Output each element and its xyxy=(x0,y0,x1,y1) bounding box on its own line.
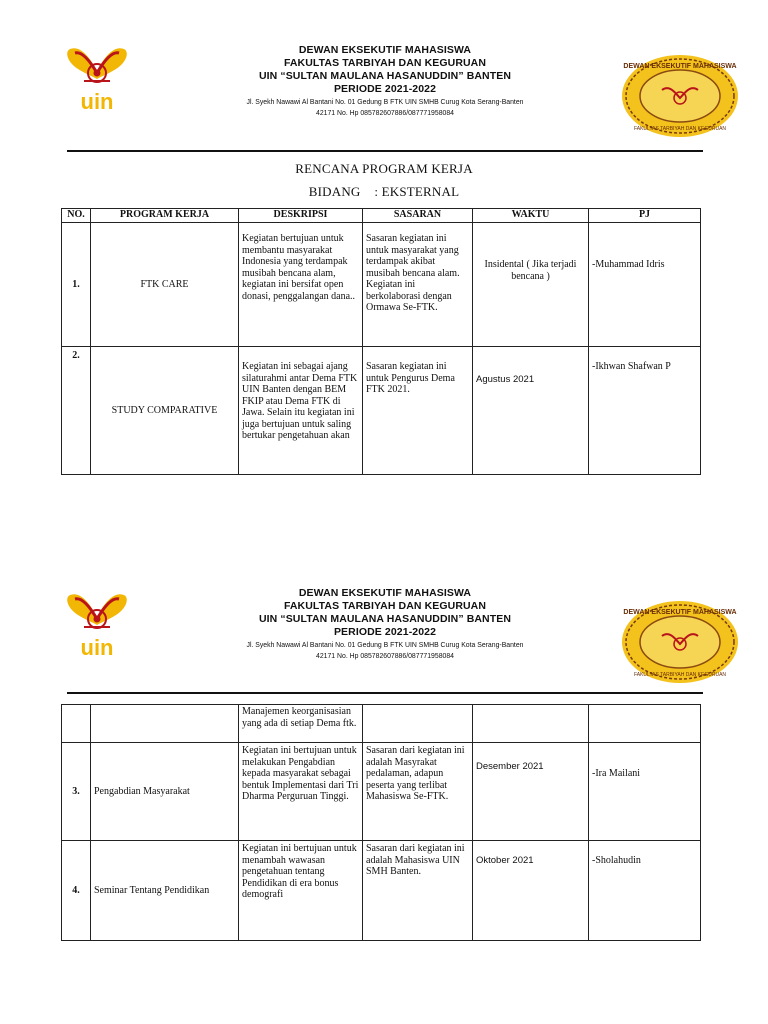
table-row xyxy=(62,347,701,475)
uin-logo-icon xyxy=(62,43,132,115)
row-pj: -Ira Mailani xyxy=(589,743,701,841)
document-page-2 xyxy=(0,545,768,1024)
col-header-program: PROGRAM KERJA xyxy=(91,209,239,223)
faculty-name: FAKULTAS TARBIYAH DAN KEGURUAN xyxy=(283,57,487,69)
bidang-label: BIDANG xyxy=(308,184,361,199)
table-row xyxy=(62,841,701,941)
row-deskripsi: Kegiatan ini bertujuan untuk menambah wawasan pengetahuan tentang Pendidikan di era bonus demografi xyxy=(239,841,363,941)
table-row xyxy=(62,743,701,841)
table-row xyxy=(62,705,701,743)
svg-text:FAKULTAS TARBIYAH DAN KEGURUAN: FAKULTAS TARBIYAH DAN KEGURUAN xyxy=(633,672,727,678)
org-name: DEWAN EKSEKUTIF MAHASISWA xyxy=(298,587,472,599)
row-deskripsi: Manajemen keorganisasian yang ada di setiap Dema ftk. xyxy=(239,705,363,743)
program-table-continued xyxy=(61,704,701,941)
doc-subtitle xyxy=(0,184,768,200)
period: PERIODE 2021-2022 xyxy=(333,626,437,638)
faculty-name: FAKULTAS TARBIYAH DAN KEGURUAN xyxy=(283,600,487,612)
row-pj xyxy=(589,705,701,743)
letterhead-text xyxy=(200,587,570,661)
bidang-value: : EKSTERNAL xyxy=(374,184,460,199)
university-name: UIN “SULTAN MAULANA HASANUDDIN” BANTEN xyxy=(258,613,512,625)
row-waktu xyxy=(473,705,589,743)
col-header-sasaran: SASARAN xyxy=(363,209,473,223)
address-line-1: Jl. Syekh Nawawi Al Bantani No. 01 Gedung B FTK UIN SMHB Curug Kota Serang-Banten xyxy=(246,640,524,649)
col-header-pj: PJ xyxy=(589,209,701,223)
row-pj: -Muhammad Idris xyxy=(589,223,701,347)
row-deskripsi: Kegiatan ini sebagai ajang silaturahmi antar Dema FTK UIN Banten dengan BEM FKIP atau Dema FTK di Jawa. Selain itu kegiatan ini juga bertujuan untuk saling bertukar pengetahuan akan xyxy=(239,347,363,475)
row-waktu: Desember 2021 xyxy=(473,743,589,841)
letterhead-text xyxy=(200,44,570,118)
row-no: 1. xyxy=(62,223,91,347)
row-no xyxy=(62,705,91,743)
row-sasaran: Sasaran kegiatan ini untuk masyarakat yang terdampak akibat musibah bencana alam. Kegiatan ini berkolaborasi dengan Ormawa Se-FTK. xyxy=(363,223,473,347)
table-header-row xyxy=(62,209,701,223)
col-header-no: NO. xyxy=(62,209,91,223)
address-line-2: 42171 No. Hp 085782607886/087771958084 xyxy=(316,651,454,660)
row-waktu: Insidental ( Jika terjadi bencana ) xyxy=(473,223,589,347)
uin-logo-icon xyxy=(62,589,132,661)
row-program: Pengabdian Masyarakat xyxy=(91,743,239,841)
row-no: 3. xyxy=(62,743,91,841)
row-sasaran: Sasaran kegiatan ini untuk Pengurus Dema FTK 2021. xyxy=(363,347,473,475)
row-waktu: Agustus 2021 xyxy=(473,347,589,475)
row-deskripsi: Kegiatan bertujuan untuk membantu masyarakat Indonesia yang terdampak musibah bencana alam, kegiatan ini bersifat open donasi, penggalangan dana.. xyxy=(239,223,363,347)
table-row xyxy=(62,223,701,347)
row-sasaran: Sasaran dari kegiatan ini adalah Masyrakat pedalaman, adapun peserta yang terlibat Mahasiswa Se-FTK. xyxy=(363,743,473,841)
row-program: FTK CARE xyxy=(91,223,239,347)
program-table xyxy=(61,208,701,475)
row-pj: -Sholahudin xyxy=(589,841,701,941)
address-line-2: 42171 No. Hp 085782607886/087771958084 xyxy=(316,108,454,117)
doc-title: RENCANA PROGRAM KERJA xyxy=(295,161,473,176)
period: PERIODE 2021-2022 xyxy=(333,83,437,95)
university-name: UIN “SULTAN MAULANA HASANUDDIN” BANTEN xyxy=(258,70,512,82)
dema-seal-icon xyxy=(620,54,740,138)
dema-seal-icon xyxy=(620,600,740,684)
letterhead-rule xyxy=(67,150,703,152)
row-program xyxy=(91,705,239,743)
row-pj: -Ikhwan Shafwan P xyxy=(589,347,701,475)
svg-text:uin: uin xyxy=(80,635,114,660)
row-sasaran xyxy=(363,705,473,743)
svg-text:DEWAN EKSEKUTIF MAHASISWA: DEWAN EKSEKUTIF MAHASISWA xyxy=(623,609,737,616)
row-program: STUDY COMPARATIVE xyxy=(91,347,239,475)
row-no: 2. xyxy=(62,347,91,475)
svg-text:DEWAN EKSEKUTIF MAHASISWA: DEWAN EKSEKUTIF MAHASISWA xyxy=(623,63,737,70)
org-name: DEWAN EKSEKUTIF MAHASISWA xyxy=(298,44,472,56)
col-header-deskripsi: DESKRIPSI xyxy=(239,209,363,223)
address-line-1: Jl. Syekh Nawawi Al Bantani No. 01 Gedung B FTK UIN SMHB Curug Kota Serang-Banten xyxy=(246,97,524,106)
row-sasaran: Sasaran dari kegiatan ini adalah Mahasiswa UIN SMH Banten. xyxy=(363,841,473,941)
svg-text:uin: uin xyxy=(80,89,114,114)
row-program: Seminar Tentang Pendidikan xyxy=(91,841,239,941)
col-header-waktu: WAKTU xyxy=(473,209,589,223)
row-no: 4. xyxy=(62,841,91,941)
letterhead-rule xyxy=(67,692,703,694)
row-waktu: Oktober 2021 xyxy=(473,841,589,941)
row-deskripsi: Kegiatan ini bertujuan untuk melakukan Pengabdian kepada masyarakat sebagai bentuk Implementasi dari Tri Dharma Perguruan Tinggi. xyxy=(239,743,363,841)
svg-text:FAKULTAS TARBIYAH DAN KEGURUAN: FAKULTAS TARBIYAH DAN KEGURUAN xyxy=(633,126,727,132)
